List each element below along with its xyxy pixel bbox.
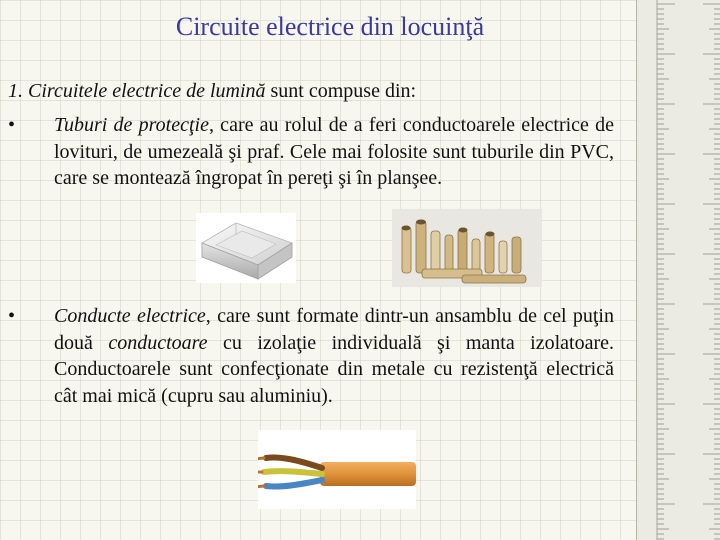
pvc-cable-trunking-image: [196, 213, 296, 283]
slide-title: Circuite electrice din locuinţă: [175, 12, 485, 41]
bullet-marker: •: [8, 114, 16, 136]
bullet-term-conductors: conductoare: [108, 331, 208, 354]
bullet-electrical-conductors: [8, 303, 614, 409]
bullet-description: , care au rolul de a feri conductoarele electrice de lovituri, de umezeală şi praf. Cele mai folosite sunt tuburile din PVC, care se montează îngropat în pereţi şi în planşee.: [54, 114, 614, 189]
intro-italic: 1. Circuitele electrice de lumină: [8, 80, 266, 102]
bullet-marker: •: [8, 305, 16, 327]
electrical-cable-image: [258, 430, 416, 509]
bullet-protection-tubes: [8, 112, 614, 192]
protective-tubes-image: [392, 209, 542, 287]
bullet-term: Tuburi de protecţie: [54, 114, 209, 136]
bullet-text: [54, 112, 614, 192]
bullet-description-a: , care sunt formate dintr-un ansamblu de cel puţin două: [54, 305, 614, 354]
bullet-text: [54, 303, 614, 409]
ruler-decoration: [636, 0, 720, 540]
bullet-description-b: cu izolaţie individuală şi manta izolatoare. Conductoarele sunt confecţionate din metale cu rezistenţă electrică cât mai mică (cupru sau aluminiu).: [54, 331, 614, 407]
bullet-term: Conducte electrice: [54, 305, 206, 327]
intro-line: [8, 78, 614, 105]
intro-rest: sunt compuse din:: [265, 80, 417, 102]
